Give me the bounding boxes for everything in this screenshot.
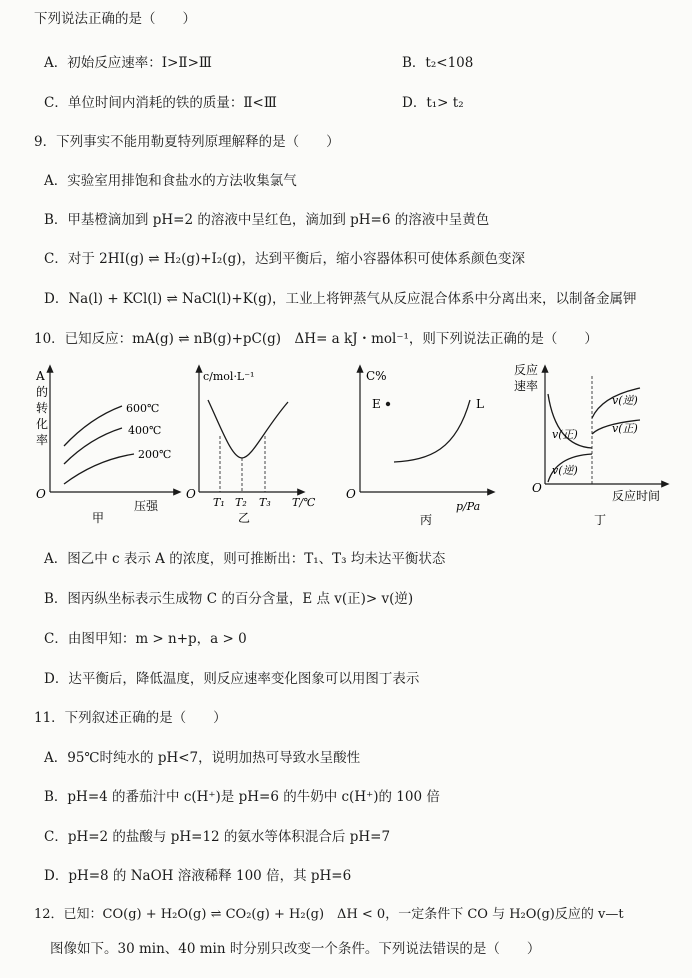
graph-bing bbox=[346, 368, 492, 527]
ding-label-fwd-1: v(正) bbox=[552, 428, 578, 441]
q12-line-1: 12．已知：CO(g) + H₂O(g) ⇌ CO₂(g) + H₂(g) ΔH < 0，一定条件下 CO 与 H₂O(g)反应的 v—t bbox=[34, 907, 624, 922]
yi-tick-t3: T₃ bbox=[259, 496, 271, 509]
bing-point-label: E bbox=[372, 397, 381, 411]
ding-label-rev-1: v(逆) bbox=[552, 464, 578, 477]
jia-ylabel-2: 的 bbox=[36, 385, 49, 399]
q10-stem: 10．已知反应：mA(g) ⇌ nB(g)+pC(g) ΔH= a kJ・mol⁻¹，则下列说法正确的是（ ） bbox=[34, 331, 598, 347]
q11-option-d: D．pH=8 的 NaOH 溶液稀释 100 倍，其 pH=6 bbox=[44, 868, 352, 884]
q10-graphs bbox=[0, 360, 692, 530]
yi-xlabel: T/℃ bbox=[292, 496, 316, 509]
ding-ylabel-2: 速率 bbox=[514, 379, 539, 393]
ding-label-fwd-2: v(正) bbox=[612, 422, 638, 435]
yi-caption: 乙 bbox=[238, 511, 251, 525]
q10-option-b: B．图丙纵坐标表示生成物 C 的百分含量，E 点 v(正)> v(逆) bbox=[44, 591, 414, 607]
q12-line-2: 图像如下。30 min、40 min 时分别只改变一个条件。下列说法错误的是（ ） bbox=[50, 941, 541, 957]
graph-jia bbox=[35, 368, 178, 525]
q11-option-a: A．95℃时纯水的 pH<7，说明加热可导致水呈酸性 bbox=[44, 750, 361, 766]
yi-curve bbox=[208, 400, 288, 458]
jia-ylabel-1: A bbox=[36, 369, 45, 383]
q8-option-d: D．t₁> t₂ bbox=[402, 95, 464, 111]
ding-label-rev-2: v(逆) bbox=[612, 394, 638, 407]
q11-option-c: C．pH=2 的盐酸与 pH=12 的氨水等体积混合后 pH=7 bbox=[44, 829, 391, 845]
bing-caption: 丙 bbox=[420, 513, 433, 527]
jia-ylabel-5: 率 bbox=[36, 433, 49, 447]
jia-ylabel-4: 化 bbox=[36, 417, 49, 431]
q8-option-a: A．初始反应速率：Ⅰ>Ⅱ>Ⅲ bbox=[44, 55, 212, 71]
jia-label-200: 200℃ bbox=[138, 448, 172, 461]
yi-tick-t1: T₁ bbox=[213, 496, 225, 509]
bing-origin: O bbox=[346, 487, 356, 501]
q8-stem: 下列说法正确的是（ ） bbox=[34, 11, 196, 27]
graph-yi bbox=[186, 368, 316, 525]
q9-option-d: D．Na(l) + KCl(l) ⇌ NaCl(l)+K(g)，工业上将钾蒸气从反应混合体系中分离出来，以制备金属钾 bbox=[44, 291, 637, 307]
ding-xlabel: 反应时间 bbox=[612, 489, 661, 503]
q8-option-b: B．t₂<108 bbox=[402, 55, 474, 71]
bing-ylabel: C% bbox=[366, 369, 387, 383]
ding-caption: 丁 bbox=[594, 513, 607, 527]
jia-curve-600 bbox=[64, 406, 122, 446]
jia-xlabel: 压强 bbox=[134, 499, 159, 513]
yi-tick-t2: T₂ bbox=[235, 496, 247, 509]
ding-ylabel-1: 反应 bbox=[514, 363, 539, 377]
q9-option-c: C．对于 2HI(g) ⇌ H₂(g)+I₂(g)，达到平衡后，缩小容器体积可使体系颜色变深 bbox=[44, 251, 525, 267]
bing-xlabel: p/Pa bbox=[456, 500, 481, 513]
yi-ylabel: c/mol·L⁻¹ bbox=[203, 370, 255, 383]
yi-origin: O bbox=[186, 487, 196, 501]
q10-option-c: C．由图甲知：m > n+p，a > 0 bbox=[44, 631, 247, 647]
q9-option-b: B．甲基橙滴加到 pH=2 的溶液中呈红色，滴加到 pH=6 的溶液中呈黄色 bbox=[44, 212, 490, 228]
bing-curve bbox=[394, 400, 470, 462]
q11-stem: 11．下列叙述正确的是（ ） bbox=[34, 710, 227, 726]
bing-point-e bbox=[386, 402, 390, 406]
jia-curve-200 bbox=[64, 454, 134, 484]
q9-stem: 9．下列事实不能用勒夏特列原理解释的是（ ） bbox=[34, 134, 340, 150]
q10-option-d: D．达平衡后，降低温度，则反应速率变化图象可以用图丁表示 bbox=[44, 671, 420, 687]
ding-origin: O bbox=[532, 481, 542, 495]
jia-label-400: 400℃ bbox=[128, 424, 162, 437]
q8-option-c: C．单位时间内消耗的铁的质量：Ⅱ<Ⅲ bbox=[44, 95, 277, 111]
q10-option-a: A．图乙中 c 表示 A 的浓度，则可推断出：T₁、T₃ 均未达平衡状态 bbox=[44, 551, 446, 567]
jia-label-600: 600℃ bbox=[126, 402, 160, 415]
q9-option-a: A．实验室用排饱和食盐水的方法收集氯气 bbox=[44, 173, 297, 189]
jia-origin: O bbox=[36, 487, 46, 501]
graph-ding bbox=[514, 362, 666, 527]
jia-caption: 甲 bbox=[92, 511, 105, 525]
bing-curve-label: L bbox=[476, 397, 484, 411]
jia-ylabel-3: 转 bbox=[36, 401, 49, 415]
q11-option-b: B．pH=4 的番茄汁中 c(H⁺)是 pH=6 的牛奶中 c(H⁺)的 100 倍 bbox=[44, 789, 440, 805]
